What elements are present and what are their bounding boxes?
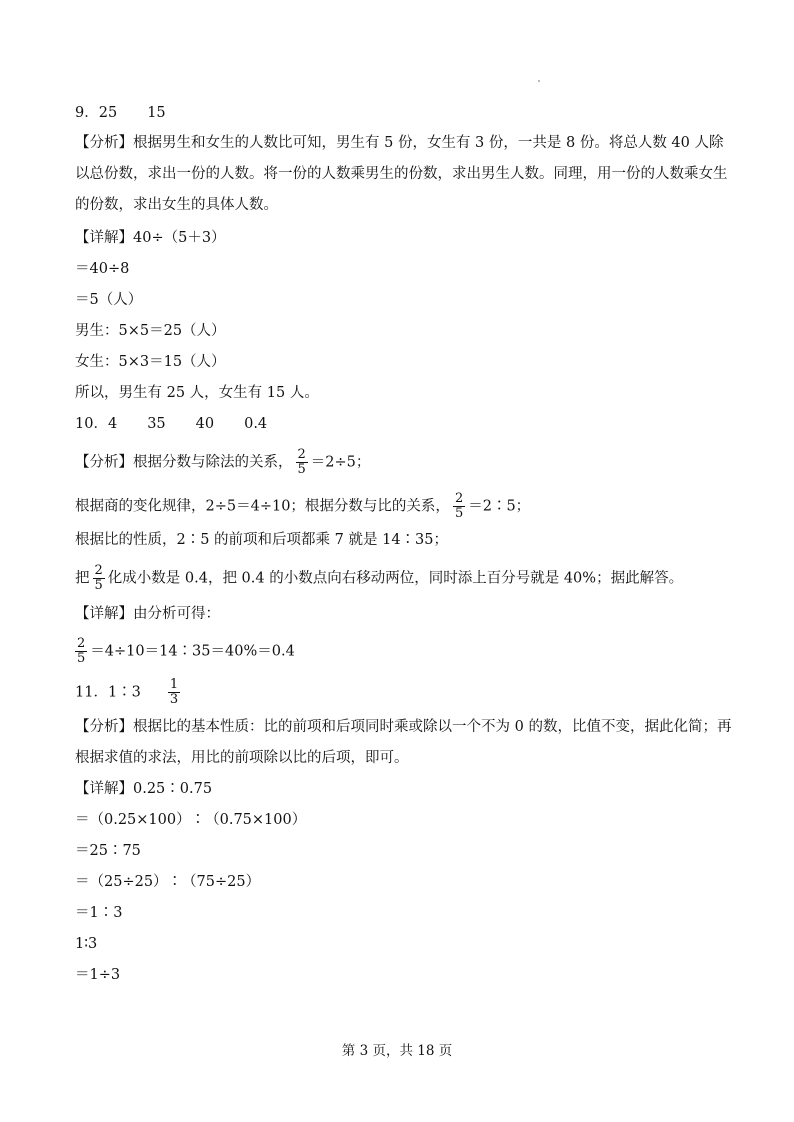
q11-detail-line: 【详解】0.25∶0.75 xyxy=(75,781,213,797)
q9-detail-line: 男生：5×5＝25（人） xyxy=(75,323,226,339)
q9-number: 9． xyxy=(75,105,99,121)
fraction-two-fifths: $\frac{2}{5}$ xyxy=(94,563,103,593)
fraction-two-fifths: $\frac{2}{5}$ xyxy=(77,636,86,666)
q11-detail-line: ＝（25÷25）∶（75÷25） xyxy=(75,874,261,890)
q10-detail-suffix: ＝4÷10＝14∶35＝40%＝0.4 xyxy=(90,643,295,660)
q10-answer-3: 40 xyxy=(195,416,215,432)
q10-answer-4: 0.4 xyxy=(244,416,268,432)
q10-analysis-4 xyxy=(75,564,683,593)
q10-analysis-2 xyxy=(75,492,530,521)
q11-detail-line: ＝1÷3 xyxy=(75,967,121,983)
q10-analysis-4-prefix: 把 xyxy=(75,570,90,587)
q10-analysis-3: 根据比的性质，2∶5 的前项和后项都乘 7 就是 14∶35； xyxy=(75,532,449,548)
fraction-one-third: $\frac{1}{3}$ xyxy=(169,677,179,707)
q11-answer-line xyxy=(75,678,183,707)
q11-detail-line: ＝1∶3 xyxy=(75,905,123,921)
q10-analysis-1 xyxy=(75,448,370,477)
q9-conclusion: 所以，男生有 25 人，女生有 15 人。 xyxy=(75,385,319,401)
q11-detail-line: ＝25∶75 xyxy=(75,843,141,859)
scan-speck xyxy=(538,80,540,82)
q11-analysis: 【分析】根据比的基本性质：比的前项和后项同时乘或除以一个不为 0 的数，比值不变，据此化简；再根据求值的求法，用比的前项除以比的后项，即可。 xyxy=(75,719,732,766)
q9-detail-line: ＝5（人） xyxy=(75,292,143,308)
q9-detail-line: 【详解】40÷（5＋3） xyxy=(75,230,226,246)
q10-answer-2: 35 xyxy=(147,416,166,432)
q10-detail-equation xyxy=(75,637,295,666)
q10-analysis-1-prefix: 【分析】根据分数与除法的关系， xyxy=(75,454,293,471)
q11-answer-1: 1∶3 xyxy=(107,684,141,701)
fraction-two-fifths: $\frac{2}{5}$ xyxy=(454,491,464,521)
q10-number: 10． xyxy=(75,416,108,432)
q10-analysis-2-suffix: ＝2∶5； xyxy=(468,498,531,515)
page-footer: 第 3 页，共 18 页 xyxy=(341,1043,453,1059)
fraction-two-fifths: $\frac{2}{5}$ xyxy=(297,447,306,477)
q10-analysis-2-prefix: 根据商的变化规律，2÷5＝4÷10；根据分数与比的关系， xyxy=(75,498,450,515)
q9-analysis: 【分析】根据男生和女生的人数比可知，男生有 5 份，女生有 3 份，一共是 8 份。将总人数 40 人除以总份数，求出一份的人数。将一份的人数乘男生的份数，求出男生人数。同理，用一份的人数乘女生的份数，求出女生的具体人数。 xyxy=(75,135,728,213)
q9-detail-line: ＝40÷8 xyxy=(75,261,130,277)
q9-answer-1: 25 xyxy=(98,105,118,121)
q10-answer-line xyxy=(75,414,267,434)
q10-answer-1: 4 xyxy=(107,416,118,432)
q11-detail-line: 1∶3 xyxy=(75,936,98,952)
q11-number: 11． xyxy=(75,684,108,701)
q9-answer-line xyxy=(75,103,166,123)
q10-detail-title: 【详解】由分析可得： xyxy=(75,606,220,622)
q10-analysis-1-suffix: ＝2÷5； xyxy=(310,454,371,471)
q11-detail-line: ＝（0.25×100）∶（0.75×100） xyxy=(75,812,307,828)
q10-analysis-4-suffix: 化成小数是 0.4，把 0.4 的小数点向右移动两位，同时添上百分号就是 40%；据此解答。 xyxy=(107,570,684,587)
q9-detail-line: 女生：5×3＝15（人） xyxy=(75,354,226,370)
q9-answer-2: 15 xyxy=(147,105,166,121)
